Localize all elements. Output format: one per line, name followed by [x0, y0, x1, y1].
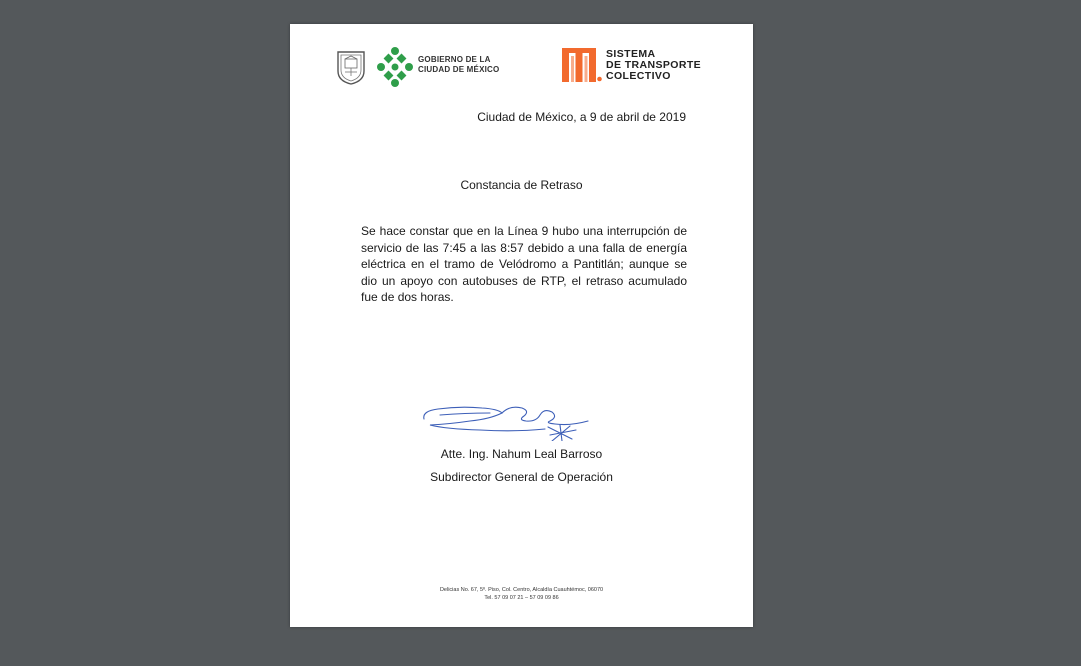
metro-m-icon	[562, 48, 602, 82]
signer-name: Atte. Ing. Nahum Leal Barroso	[440, 447, 603, 461]
stc-line-3: COLECTIVO	[606, 70, 671, 82]
document-page	[290, 24, 753, 627]
stc-line-2: DE TRANSPORTE	[606, 59, 702, 71]
gov-line-2: CIUDAD DE MÉXICO	[418, 65, 500, 74]
footer-address: Delicias No. 67, 5º. Piso, Col. Centro, Alcaldía Cuauhtémoc, 06070	[439, 587, 604, 593]
page-footer	[290, 586, 753, 602]
city-coat-of-arms-icon	[336, 49, 366, 85]
stc-line-1: SISTEMA	[606, 48, 656, 60]
letter-title: Constancia de Retraso	[460, 178, 583, 192]
stc-name	[606, 49, 756, 82]
government-name	[418, 55, 528, 75]
cdmx-flower-icon	[377, 46, 413, 88]
footer-phone: Tel. 57 09 07 21 – 57 09 09 86	[484, 595, 559, 601]
signer-role: Subdirector General de Operación	[430, 470, 613, 484]
letter-body: Se hace constar que en la Línea 9 hubo una interrupción de servicio de las 7:45 a las 8:57 debido a una falla de energía eléctrica en el tramo de Velódromo a Pantitlán; aunque se dio un apoyo con autobuses de RTP, el retraso acumulado fue de dos horas.	[361, 224, 687, 304]
handwritten-signature	[420, 399, 595, 441]
gov-line-1: GOBIERNO DE LA	[418, 55, 491, 64]
letter-date: Ciudad de México, a 9 de abril de 2019	[477, 110, 686, 124]
